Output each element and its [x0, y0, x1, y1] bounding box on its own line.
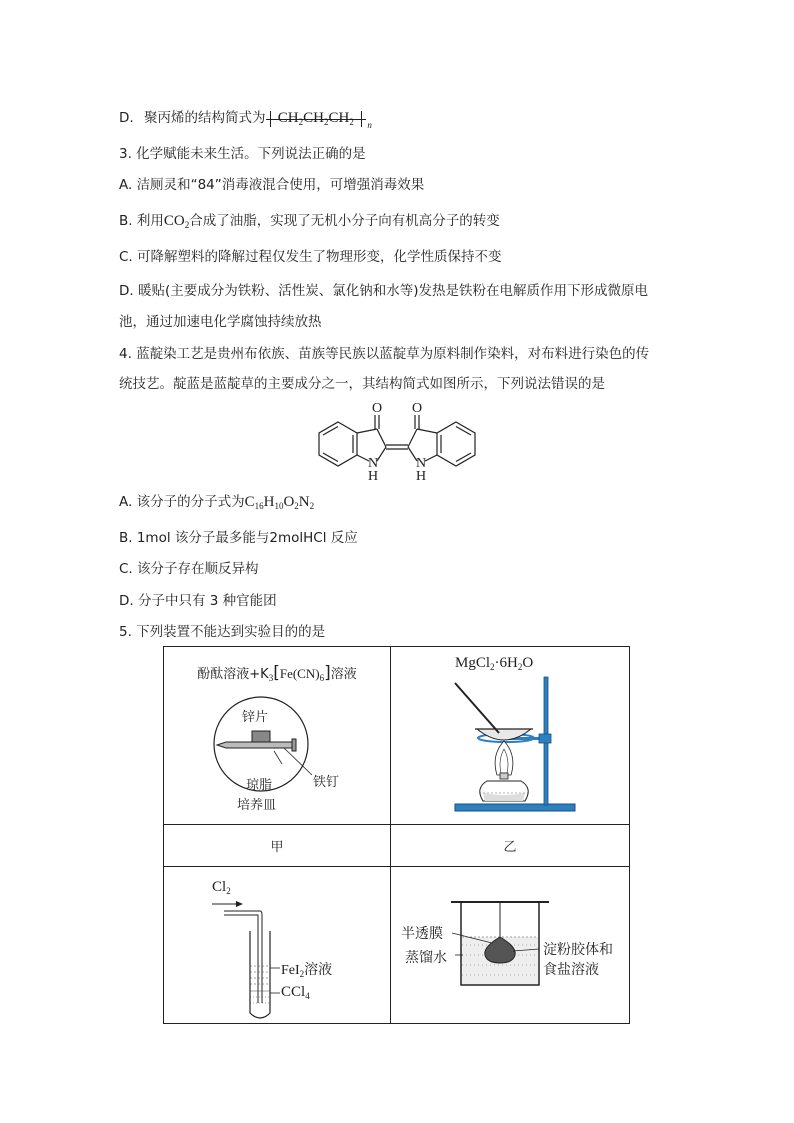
q3-option-d-line2: 池，通过加速电化学腐蚀持续放热	[119, 314, 322, 330]
colloid-label-line1: 淀粉胶体和	[543, 942, 613, 958]
q3-option-d-line1: D. 暖贴(主要成分为铁粉、活性炭、氯化钠和水等)发热是铁粉在电解质作用下形成微原电	[119, 283, 649, 299]
right-benzene-ring	[437, 422, 475, 466]
q4-option-a: A. 该分子的分子式为$C_{16}H_{10}O_2N_2$	[119, 494, 315, 511]
water-label: 蒸馏水	[405, 950, 447, 966]
nail-label: 铁钉	[313, 775, 340, 790]
bracket-right	[361, 111, 362, 127]
fei2-label: FeI$_2$溶液	[281, 962, 333, 979]
q4-option-c: C. 该分子存在顺反异构	[119, 561, 259, 577]
cl2-label: $Cl_2$	[212, 879, 231, 896]
q2d-text: 聚丙烯的结构简式为	[143, 110, 266, 126]
o-left: O	[371, 401, 383, 416]
q3-option-a: A. 洁厕灵和“84”消毒液混合使用，可增强消毒效果	[119, 177, 425, 193]
cell-bing-apparatus	[164, 867, 391, 1024]
h-right: H	[415, 469, 427, 482]
indigo-structure	[314, 398, 480, 482]
dish-label: 培养皿	[237, 798, 277, 813]
cell-yi-apparatus	[391, 647, 630, 825]
test-tube-diagram	[164, 867, 391, 1024]
n-left: N	[367, 456, 379, 471]
polypropylene-formula: $CH_2CH_2CH_2$ n	[270, 110, 362, 126]
h-left: H	[367, 469, 379, 482]
membrane-label: 半透膜	[401, 926, 443, 942]
jia-title: 酚酞溶液$+K_3[Fe(CN)_6]$溶液	[197, 663, 357, 683]
agar-label: 琼脂	[246, 778, 273, 793]
left-benzene-ring	[319, 422, 357, 466]
q4-option-d: D. 分子中只有 3 种官能团	[119, 593, 277, 609]
cell-ding-apparatus	[391, 867, 630, 1024]
caption-yi: 乙	[391, 825, 630, 867]
q4-option-b: B. 1mol 该分子最多能与2molHCl 反应	[119, 530, 358, 546]
q2-option-d	[119, 109, 372, 130]
evaporation-apparatus	[391, 647, 630, 825]
mgcl2-label: $MgCl_2\cdot 6H_2O$	[455, 655, 534, 672]
bond-line	[266, 119, 366, 120]
o-right: O	[411, 401, 423, 416]
q3-stem: 3. 化学赋能未来生活。下列说法正确的是	[119, 146, 366, 162]
q3-option-c: C. 可降解塑料的降解过程仅发生了物理形变，化学性质保持不变	[119, 249, 502, 265]
apparatus-table	[163, 646, 630, 1024]
petri-dish-diagram	[164, 647, 391, 825]
caption-jia: 甲	[164, 825, 391, 867]
q4-stem-line2: 统技艺。靛蓝是蓝靛草的主要成分之一，其结构简式如图所示，下列说法错误的是	[119, 376, 605, 392]
q5-stem: 5. 下列装置不能达到实验目的的是	[119, 624, 326, 640]
cell-jia-apparatus	[164, 647, 391, 825]
colloid-label-line2: 食盐溶液	[543, 962, 599, 978]
q2d-label: D.	[119, 110, 134, 126]
zinc-label: 锌片	[242, 710, 269, 725]
q4-stem-line1: 4. 蓝靛染工艺是贵州布依族、苗族等民族以蓝靛草为原料制作染料，对布料进行染色的传	[119, 346, 650, 362]
n-right: N	[415, 456, 427, 471]
q3-option-b: B. 利用$CO_2$合成了油脂，实现了无机小分子向有机高分子的转变	[119, 213, 500, 230]
ccl4-label: CCl$_4$	[281, 984, 310, 1001]
